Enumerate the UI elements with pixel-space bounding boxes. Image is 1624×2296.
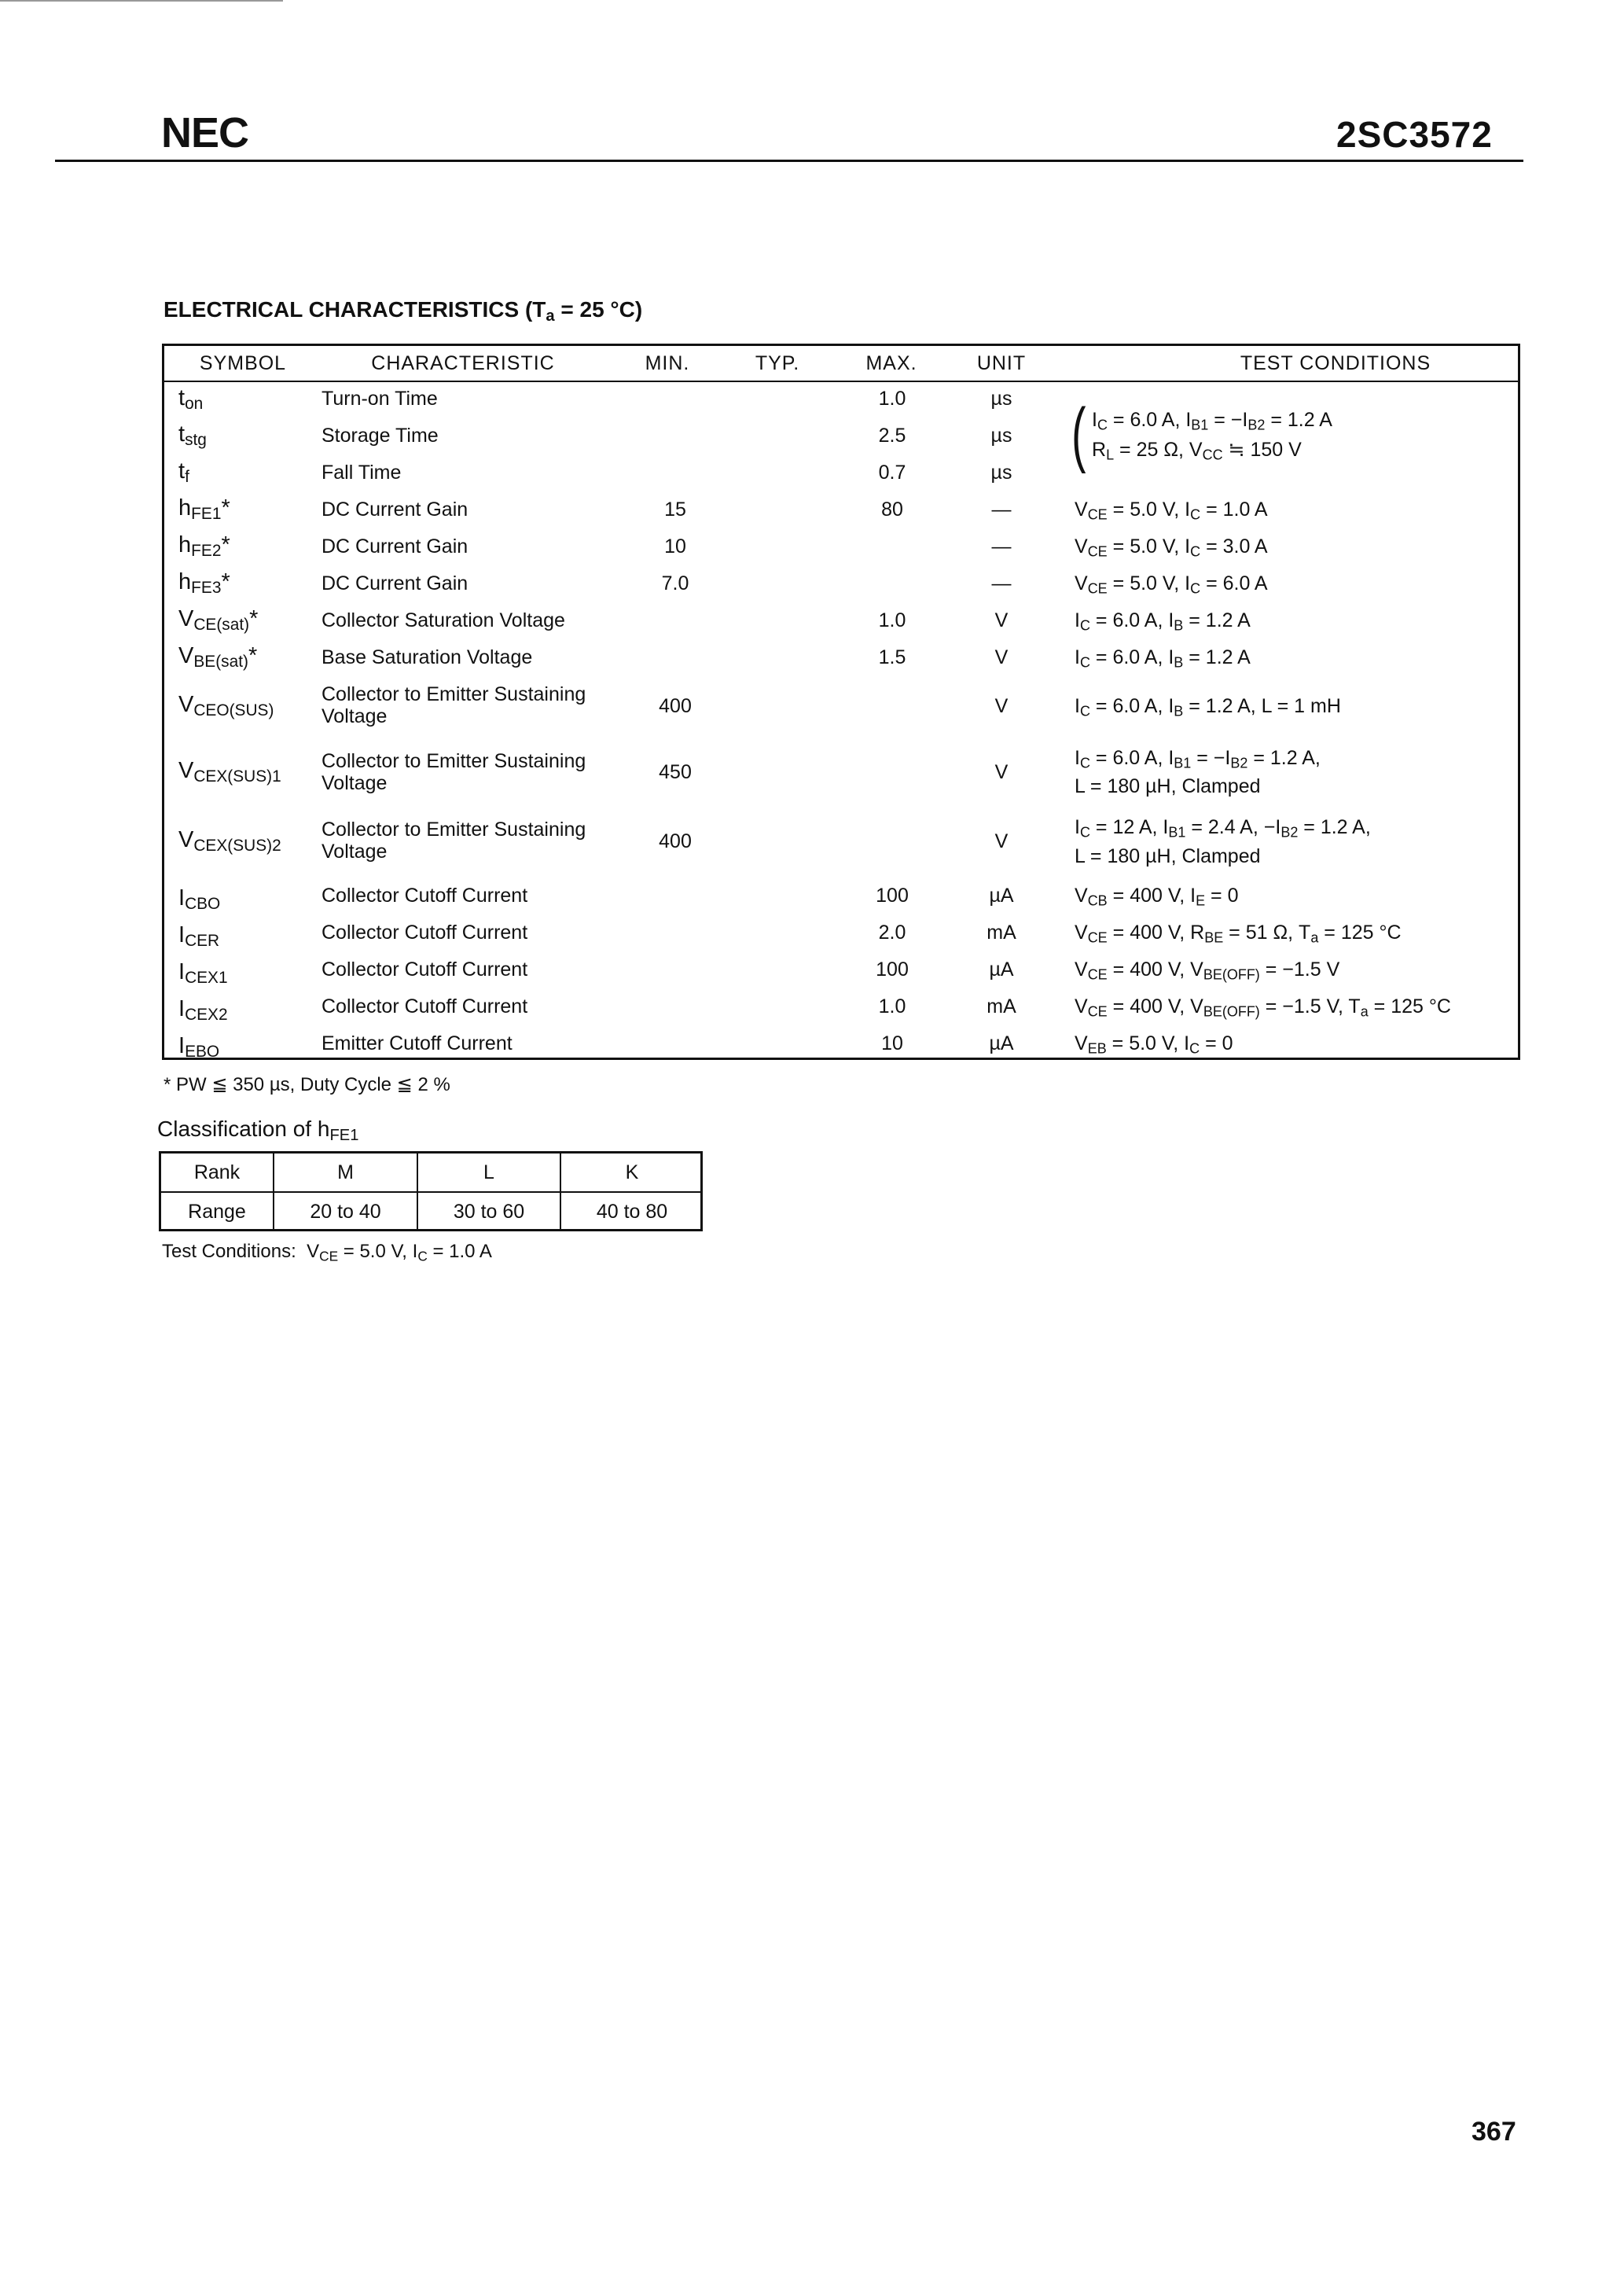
symbol-icex1: $I_{CEX1}$: [178, 959, 228, 988]
col-header-max: MAX.: [865, 352, 917, 374]
unit-hfe2: —: [991, 535, 1012, 557]
switching-conditions-bracket: (: [1071, 394, 1086, 474]
col-header-typ: TYP.: [755, 352, 800, 374]
char-hfe1: DC Current Gain: [321, 499, 468, 521]
cond-switching-line1: $I_C = 6.0$ A, $I_{B1} = -I_{B2} = 1.2$ A: [1092, 409, 1332, 433]
symbol-hfe2: $h_{FE2}*$: [178, 532, 230, 561]
rank-k: K: [625, 1161, 639, 1183]
range-label: Range: [188, 1201, 246, 1223]
unit-vbe-sat: V: [994, 646, 1009, 668]
part-number: 2SC3572: [1336, 114, 1493, 155]
cond-vce-sat: $I_C = 6.0$ A, $I_B = 1.2$ A: [1075, 609, 1251, 634]
section-title-text: ELECTRICAL CHARACTERISTICS: [164, 297, 520, 322]
max-icex2: 1.0: [878, 995, 906, 1017]
cond-switching-line2: $R_L = 25$ Ω, $V_{CC}$ ≒ 150 V: [1092, 439, 1302, 463]
max-icbo: 100: [876, 885, 909, 907]
cond-iebo: $V_{EB} = 5.0$ V, $I_C = 0$: [1075, 1032, 1233, 1057]
char-vcex-sus1: Collector to Emitter Sustaining Voltage: [321, 750, 586, 794]
unit-tstg: µs: [990, 425, 1012, 447]
symbol-hfe1: $h_{FE1}*$: [178, 495, 230, 524]
max-ton: 1.0: [878, 388, 906, 410]
unit-icbo: µA: [989, 885, 1014, 907]
cond-vbe-sat: $I_C = 6.0$ A, $I_B = 1.2$ A: [1075, 646, 1251, 671]
page-number: 367: [1472, 2117, 1516, 2147]
rank-label: Rank: [193, 1161, 241, 1183]
cond-vcex-sus1-line2: L = 180 µH, Clamped: [1075, 775, 1261, 797]
unit-icex2: mA: [987, 995, 1016, 1017]
range-m: 20 to 40: [310, 1201, 381, 1223]
symbol-icbo: $I_{CBO}$: [178, 885, 221, 914]
symbol-vcex-sus2: $V_{CEX(SUS)2}$: [178, 827, 281, 855]
char-vcex-sus2: Collector to Emitter Sustaining Voltage: [321, 819, 586, 863]
char-iebo: Emitter Cutoff Current: [321, 1032, 513, 1054]
section-title-condition: ($T_a = 25$ °C): [524, 297, 643, 326]
unit-hfe3: —: [991, 572, 1012, 594]
unit-vcex-sus1: V: [994, 761, 1009, 783]
max-iebo: 10: [881, 1032, 903, 1054]
char-ton: Turn-on Time: [321, 388, 438, 410]
min-hfe1: 15: [664, 499, 686, 521]
symbol-vce-sat: $V_{CE(sat)}*$: [178, 606, 259, 635]
symbol-tf: $t_f$: [178, 458, 189, 487]
char-hfe2: DC Current Gain: [321, 535, 468, 557]
symbol-vcex-sus1: $V_{CEX(SUS)1}$: [178, 758, 281, 786]
cond-icex1: $V_{CE} = 400$ V, $V_{BE(OFF)} = -1.5$ V: [1075, 959, 1340, 983]
char-icbo: Collector Cutoff Current: [321, 885, 528, 907]
top-edge-line: [0, 0, 283, 2]
rank-l: L: [483, 1161, 494, 1183]
char-vceo-sus: Collector to Emitter Sustaining Voltage: [321, 683, 586, 727]
symbol-hfe3: $h_{FE3}*$: [178, 569, 230, 598]
cond-icbo: $V_{CB} = 400$ V, $I_E = 0$: [1075, 885, 1239, 909]
unit-icex1: µA: [989, 959, 1014, 981]
classification-table: [159, 1151, 703, 1231]
symbol-icer: $I_{CER}$: [178, 922, 220, 951]
symbol-iebo: $I_{EBO}$: [178, 1033, 220, 1062]
col-header-characteristic: CHARACTERISTIC: [371, 352, 555, 374]
cond-icer: $V_{CE} = 400$ V, $R_{BE} = 51$ Ω, $T_a = 125$ °C: [1075, 922, 1402, 946]
max-hfe1: 80: [881, 499, 903, 521]
max-icex1: 100: [876, 959, 909, 981]
cond-vcex-sus1-line1: $I_C = 6.0$ A, $I_{B1} = -I_{B2} = 1.2$ A,: [1075, 747, 1321, 771]
unit-vceo-sus: V: [994, 695, 1009, 717]
header-divider: [164, 381, 1518, 382]
section-title: [164, 297, 642, 326]
unit-hfe1: —: [991, 499, 1012, 521]
range-l: 30 to 60: [453, 1201, 525, 1223]
symbol-vceo-sus: $V_{CEO(SUS)}$: [178, 692, 274, 720]
char-tstg: Storage Time: [321, 425, 439, 447]
col-header-unit: UNIT: [976, 352, 1027, 374]
min-vceo-sus: 400: [659, 695, 692, 717]
nec-logo: NEC: [161, 109, 249, 156]
footnote: * PW ≦ 350 µs, Duty Cycle ≦ 2 %: [164, 1074, 450, 1095]
char-tf: Fall Time: [321, 462, 402, 484]
char-hfe3: DC Current Gain: [321, 572, 468, 594]
classification-title: Classification of $h_{FE1}$: [157, 1117, 359, 1145]
cond-icex2: $V_{CE} = 400$ V, $V_{BE(OFF)} = -1.5$ V, $T_a = 125$ °C: [1075, 995, 1451, 1020]
unit-tf: µs: [990, 462, 1012, 484]
col-header-test-conditions: TEST CONDITIONS: [1240, 352, 1431, 374]
symbol-icex2: $I_{CEX2}$: [178, 996, 228, 1025]
min-vcex-sus1: 450: [659, 761, 692, 783]
classification-test-conditions: Test Conditions: $V_{CE} = 5.0$ V, $I_C = 1.0$ A: [162, 1241, 492, 1264]
col-header-symbol: SYMBOL: [199, 352, 287, 374]
char-vce-sat: Collector Saturation Voltage: [321, 609, 565, 631]
electrical-characteristics-table: [162, 344, 1520, 1060]
min-hfe3: 7.0: [661, 572, 689, 594]
col-header-min: MIN.: [645, 352, 690, 374]
unit-iebo: µA: [989, 1032, 1014, 1054]
cond-vceo-sus: $I_C = 6.0$ A, $I_B = 1.2$ A, L = 1 mH: [1075, 695, 1341, 719]
unit-icer: mA: [987, 922, 1016, 944]
max-icer: 2.0: [878, 922, 906, 944]
char-vbe-sat: Base Saturation Voltage: [321, 646, 533, 668]
max-tf: 0.7: [878, 462, 906, 484]
min-vcex-sus2: 400: [659, 830, 692, 852]
char-icex1: Collector Cutoff Current: [321, 959, 528, 981]
cond-hfe2: $V_{CE} = 5.0$ V, $I_C = 3.0$ A: [1075, 535, 1268, 560]
symbol-ton: $t_{on}$: [178, 385, 204, 414]
unit-ton: µs: [990, 388, 1012, 410]
symbol-vbe-sat: $V_{BE(sat)}*$: [178, 643, 258, 672]
unit-vcex-sus2: V: [994, 830, 1009, 852]
cond-vcex-sus2-line2: L = 180 µH, Clamped: [1075, 845, 1261, 867]
max-vbe-sat: 1.5: [878, 646, 906, 668]
char-icer: Collector Cutoff Current: [321, 922, 528, 944]
range-k: 40 to 80: [596, 1201, 668, 1223]
cond-hfe1: $V_{CE} = 5.0$ V, $I_C = 1.0$ A: [1075, 499, 1268, 523]
char-icex2: Collector Cutoff Current: [321, 995, 528, 1017]
rank-m: M: [337, 1161, 354, 1183]
max-vce-sat: 1.0: [878, 609, 906, 631]
cond-hfe3: $V_{CE} = 5.0$ V, $I_C = 6.0$ A: [1075, 572, 1268, 597]
min-hfe2: 10: [664, 535, 686, 557]
max-tstg: 2.5: [878, 425, 906, 447]
unit-vce-sat: V: [994, 609, 1009, 631]
cond-vcex-sus2-line1: $I_C = 12$ A, $I_{B1} = 2.4$ A, $-I_{B2} = 1.2$ A,: [1075, 816, 1371, 841]
symbol-tstg: $t_{stg}$: [178, 421, 207, 450]
header-rule: [55, 160, 1523, 162]
